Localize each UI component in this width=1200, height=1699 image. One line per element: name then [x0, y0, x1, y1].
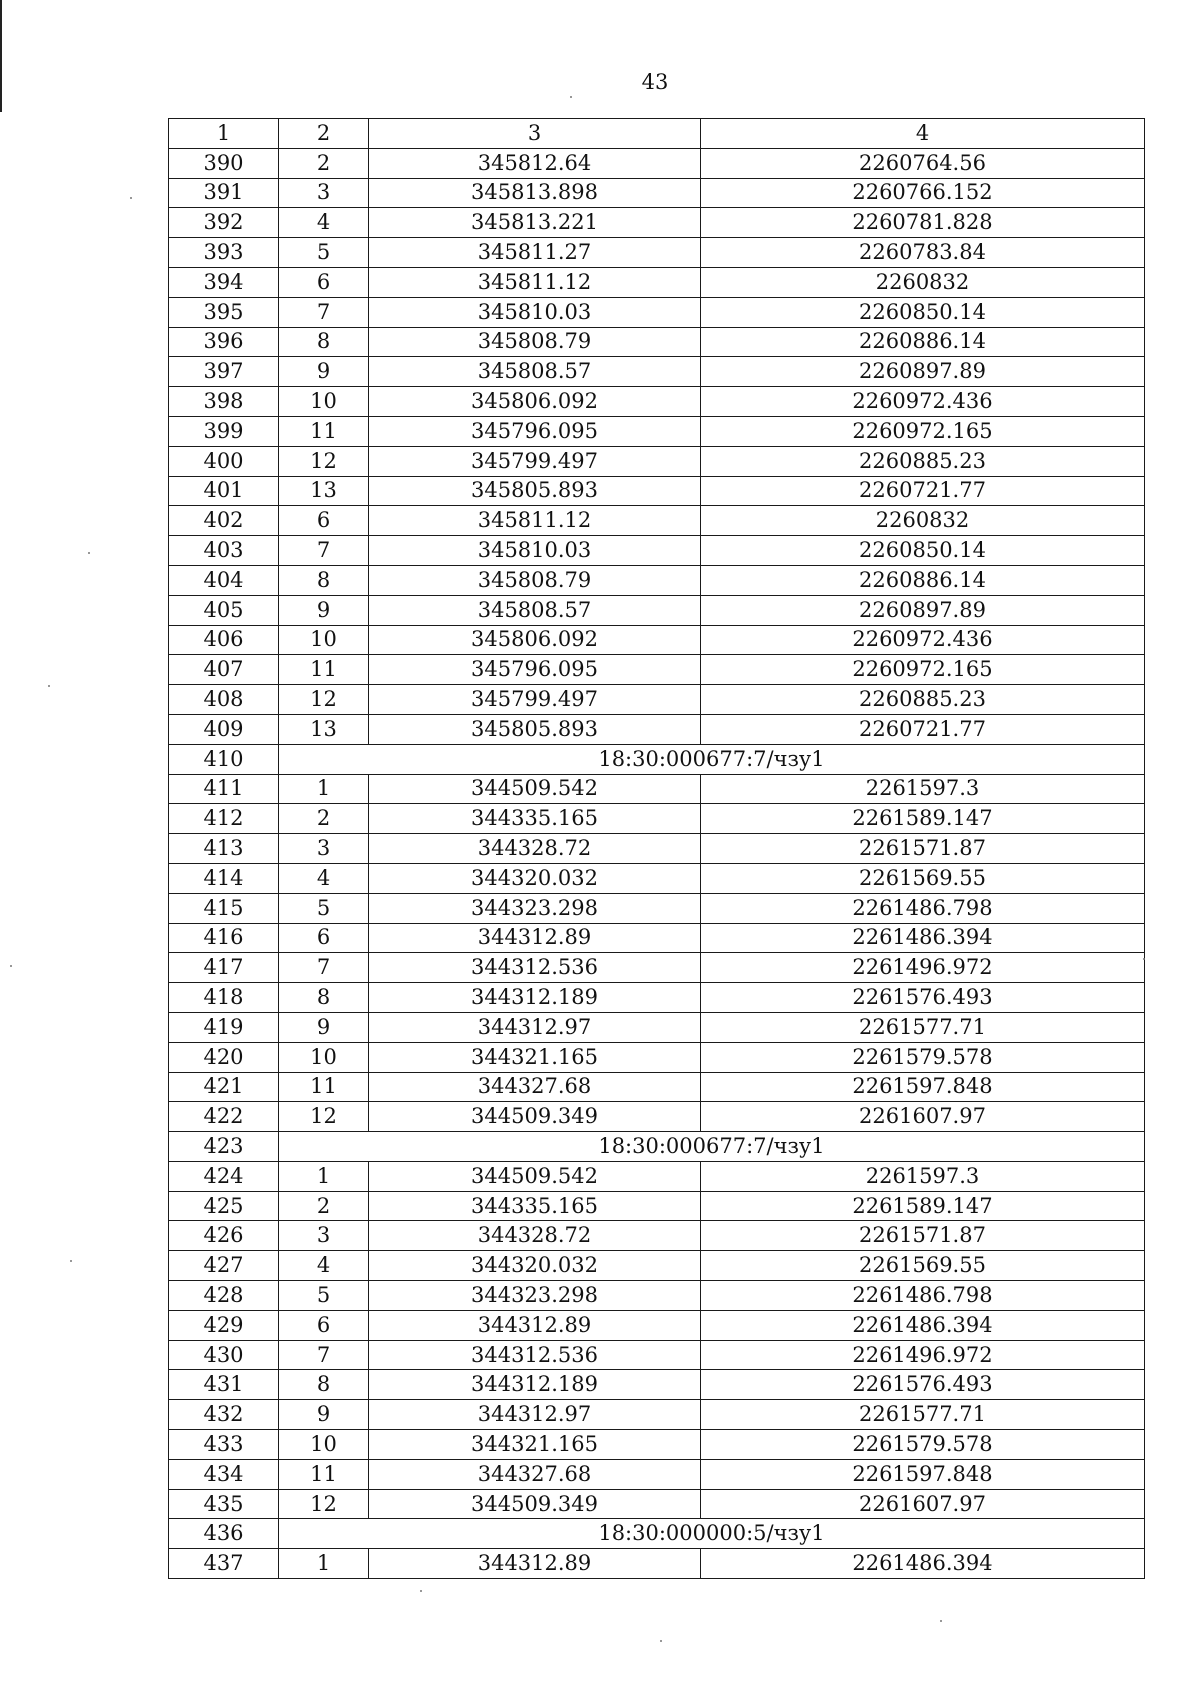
point-number-cell: 3 [279, 834, 369, 864]
row-number-cell: 429 [169, 1310, 279, 1340]
y-coordinate-cell: 2261486.394 [701, 923, 1145, 953]
coordinates-table-body [169, 119, 1145, 1579]
y-coordinate-cell: 2260972.165 [701, 655, 1145, 685]
x-coordinate-cell: 345811.27 [369, 238, 701, 268]
y-coordinate-cell: 2260783.84 [701, 238, 1145, 268]
y-coordinate-cell: 2261569.55 [701, 863, 1145, 893]
point-number-cell: 6 [279, 1310, 369, 1340]
row-number-cell: 413 [169, 834, 279, 864]
y-coordinate-cell: 2260721.77 [701, 714, 1145, 744]
y-coordinate-cell: 2261486.394 [701, 1549, 1145, 1579]
row-number-cell: 407 [169, 655, 279, 685]
row-number-cell: 426 [169, 1221, 279, 1251]
point-number-cell: 9 [279, 357, 369, 387]
y-coordinate-cell: 2260972.436 [701, 625, 1145, 655]
x-coordinate-cell: 345808.57 [369, 595, 701, 625]
point-number-cell: 9 [279, 1012, 369, 1042]
y-coordinate-cell: 2260766.152 [701, 178, 1145, 208]
row-number-cell: 431 [169, 1370, 279, 1400]
x-coordinate-cell: 344312.189 [369, 983, 701, 1013]
scan-speck [48, 685, 50, 687]
x-coordinate-cell: 344312.536 [369, 1340, 701, 1370]
y-coordinate-cell: 2261577.71 [701, 1012, 1145, 1042]
x-coordinate-cell: 345810.03 [369, 536, 701, 566]
row-number-cell: 428 [169, 1281, 279, 1311]
row-number-cell: 405 [169, 595, 279, 625]
point-number-cell: 10 [279, 387, 369, 417]
point-number-cell: 1 [279, 774, 369, 804]
table-row [169, 625, 1145, 655]
point-number-cell: 6 [279, 506, 369, 536]
point-number-cell: 4 [279, 1251, 369, 1281]
point-number-cell: 11 [279, 1072, 369, 1102]
table-row [169, 1281, 1145, 1311]
y-coordinate-cell: 2260764.56 [701, 148, 1145, 178]
row-number-cell: 393 [169, 238, 279, 268]
point-number-cell: 4 [279, 208, 369, 238]
x-coordinate-cell: 344328.72 [369, 834, 701, 864]
row-number-cell: 402 [169, 506, 279, 536]
y-coordinate-cell: 2260972.436 [701, 387, 1145, 417]
row-number-cell: 423 [169, 1132, 279, 1162]
x-coordinate-cell: 344312.189 [369, 1370, 701, 1400]
y-coordinate-cell: 2261579.578 [701, 1042, 1145, 1072]
coordinates-table [168, 118, 1145, 1579]
row-number-cell: 399 [169, 416, 279, 446]
y-coordinate-cell: 2261569.55 [701, 1251, 1145, 1281]
y-coordinate-cell: 2261589.147 [701, 1191, 1145, 1221]
row-number-cell: 397 [169, 357, 279, 387]
point-number-cell: 2 [279, 148, 369, 178]
y-coordinate-cell: 2260885.23 [701, 685, 1145, 715]
y-coordinate-cell: 2260885.23 [701, 446, 1145, 476]
y-coordinate-cell: 2261597.848 [701, 1072, 1145, 1102]
x-coordinate-cell: 344321.165 [369, 1430, 701, 1460]
x-coordinate-cell: 344335.165 [369, 804, 701, 834]
section-title-cell: 18:30:000677:7/чзу1 [279, 1132, 1145, 1162]
x-coordinate-cell: 344509.349 [369, 1102, 701, 1132]
table-row [169, 983, 1145, 1013]
x-coordinate-cell: 344312.89 [369, 923, 701, 953]
point-number-cell: 12 [279, 685, 369, 715]
x-coordinate-cell: 345810.03 [369, 297, 701, 327]
table-row [169, 357, 1145, 387]
table-row [169, 416, 1145, 446]
y-coordinate-cell: 2261496.972 [701, 953, 1145, 983]
point-number-cell: 2 [279, 1191, 369, 1221]
x-coordinate-cell: 345811.12 [369, 267, 701, 297]
point-number-cell: 7 [279, 536, 369, 566]
y-coordinate-cell: 2260832 [701, 267, 1145, 297]
row-number-cell: 421 [169, 1072, 279, 1102]
scan-left-edge [0, 0, 2, 112]
point-number-cell: 12 [279, 1102, 369, 1132]
table-row [169, 714, 1145, 744]
section-row [169, 1519, 1145, 1549]
table-row [169, 1549, 1145, 1579]
scan-speck [660, 1640, 662, 1642]
table-row [169, 1340, 1145, 1370]
x-coordinate-cell: 345796.095 [369, 416, 701, 446]
row-number-cell: 427 [169, 1251, 279, 1281]
y-coordinate-cell: 2261486.798 [701, 1281, 1145, 1311]
section-row [169, 1132, 1145, 1162]
table-row [169, 387, 1145, 417]
table-row [169, 267, 1145, 297]
row-number-cell: 395 [169, 297, 279, 327]
row-number-cell: 406 [169, 625, 279, 655]
header-col-3: 3 [369, 119, 701, 149]
table-row [169, 1191, 1145, 1221]
table-row [169, 863, 1145, 893]
row-number-cell: 430 [169, 1340, 279, 1370]
x-coordinate-cell: 344509.542 [369, 774, 701, 804]
y-coordinate-cell: 2261571.87 [701, 834, 1145, 864]
table-header-row [169, 119, 1145, 149]
table-row [169, 148, 1145, 178]
table-row [169, 1012, 1145, 1042]
x-coordinate-cell: 345806.092 [369, 625, 701, 655]
y-coordinate-cell: 2261576.493 [701, 983, 1145, 1013]
x-coordinate-cell: 344312.536 [369, 953, 701, 983]
point-number-cell: 5 [279, 238, 369, 268]
x-coordinate-cell: 344509.542 [369, 1161, 701, 1191]
point-number-cell: 7 [279, 297, 369, 327]
point-number-cell: 3 [279, 178, 369, 208]
y-coordinate-cell: 2260886.14 [701, 327, 1145, 357]
x-coordinate-cell: 344328.72 [369, 1221, 701, 1251]
x-coordinate-cell: 344327.68 [369, 1072, 701, 1102]
y-coordinate-cell: 2260721.77 [701, 476, 1145, 506]
row-number-cell: 409 [169, 714, 279, 744]
row-number-cell: 396 [169, 327, 279, 357]
table-row [169, 208, 1145, 238]
y-coordinate-cell: 2260832 [701, 506, 1145, 536]
table-row [169, 1310, 1145, 1340]
table-row [169, 297, 1145, 327]
row-number-cell: 394 [169, 267, 279, 297]
scan-speck [10, 965, 12, 967]
x-coordinate-cell: 345806.092 [369, 387, 701, 417]
x-coordinate-cell: 344312.97 [369, 1400, 701, 1430]
page-number: 43 [641, 70, 669, 94]
point-number-cell: 9 [279, 1400, 369, 1430]
point-number-cell: 11 [279, 416, 369, 446]
row-number-cell: 408 [169, 685, 279, 715]
y-coordinate-cell: 2261607.97 [701, 1489, 1145, 1519]
point-number-cell: 6 [279, 923, 369, 953]
table-row [169, 1042, 1145, 1072]
y-coordinate-cell: 2260781.828 [701, 208, 1145, 238]
x-coordinate-cell: 345813.221 [369, 208, 701, 238]
point-number-cell: 13 [279, 476, 369, 506]
y-coordinate-cell: 2261597.3 [701, 774, 1145, 804]
x-coordinate-cell: 345808.79 [369, 327, 701, 357]
table-row [169, 685, 1145, 715]
x-coordinate-cell: 345796.095 [369, 655, 701, 685]
y-coordinate-cell: 2261579.578 [701, 1430, 1145, 1460]
row-number-cell: 435 [169, 1489, 279, 1519]
x-coordinate-cell: 344335.165 [369, 1191, 701, 1221]
table-row [169, 327, 1145, 357]
table-row [169, 476, 1145, 506]
x-coordinate-cell: 344323.298 [369, 893, 701, 923]
table-row [169, 1459, 1145, 1489]
x-coordinate-cell: 344323.298 [369, 1281, 701, 1311]
table-row [169, 1400, 1145, 1430]
point-number-cell: 7 [279, 1340, 369, 1370]
y-coordinate-cell: 2260886.14 [701, 565, 1145, 595]
row-number-cell: 434 [169, 1459, 279, 1489]
x-coordinate-cell: 345805.893 [369, 714, 701, 744]
y-coordinate-cell: 2261576.493 [701, 1370, 1145, 1400]
x-coordinate-cell: 345813.898 [369, 178, 701, 208]
point-number-cell: 6 [279, 267, 369, 297]
point-number-cell: 1 [279, 1161, 369, 1191]
row-number-cell: 392 [169, 208, 279, 238]
y-coordinate-cell: 2261486.394 [701, 1310, 1145, 1340]
y-coordinate-cell: 2261577.71 [701, 1400, 1145, 1430]
scan-speck [940, 1620, 942, 1622]
point-number-cell: 10 [279, 625, 369, 655]
scan-speck [570, 96, 572, 98]
point-number-cell: 9 [279, 595, 369, 625]
x-coordinate-cell: 344509.349 [369, 1489, 701, 1519]
table-row [169, 1161, 1145, 1191]
point-number-cell: 8 [279, 327, 369, 357]
row-number-cell: 424 [169, 1161, 279, 1191]
row-number-cell: 404 [169, 565, 279, 595]
point-number-cell: 1 [279, 1549, 369, 1579]
point-number-cell: 8 [279, 565, 369, 595]
row-number-cell: 391 [169, 178, 279, 208]
point-number-cell: 11 [279, 655, 369, 685]
table-row [169, 446, 1145, 476]
scan-speck [420, 1590, 422, 1592]
point-number-cell: 8 [279, 1370, 369, 1400]
table-row [169, 774, 1145, 804]
scan-speck [70, 1260, 72, 1262]
table-row [169, 1221, 1145, 1251]
point-number-cell: 12 [279, 446, 369, 476]
point-number-cell: 10 [279, 1430, 369, 1460]
header-col-4: 4 [701, 119, 1145, 149]
row-number-cell: 416 [169, 923, 279, 953]
table-row [169, 953, 1145, 983]
x-coordinate-cell: 344312.89 [369, 1310, 701, 1340]
table-row [169, 1430, 1145, 1460]
y-coordinate-cell: 2261607.97 [701, 1102, 1145, 1132]
y-coordinate-cell: 2261571.87 [701, 1221, 1145, 1251]
y-coordinate-cell: 2261597.848 [701, 1459, 1145, 1489]
x-coordinate-cell: 345805.893 [369, 476, 701, 506]
y-coordinate-cell: 2260972.165 [701, 416, 1145, 446]
y-coordinate-cell: 2260897.89 [701, 595, 1145, 625]
x-coordinate-cell: 345811.12 [369, 506, 701, 536]
row-number-cell: 433 [169, 1430, 279, 1460]
row-number-cell: 437 [169, 1549, 279, 1579]
point-number-cell: 4 [279, 863, 369, 893]
x-coordinate-cell: 344320.032 [369, 1251, 701, 1281]
table-row [169, 238, 1145, 268]
row-number-cell: 418 [169, 983, 279, 1013]
table-row [169, 1251, 1145, 1281]
header-col-2: 2 [279, 119, 369, 149]
y-coordinate-cell: 2261486.798 [701, 893, 1145, 923]
table-row [169, 1489, 1145, 1519]
table-row [169, 834, 1145, 864]
row-number-cell: 412 [169, 804, 279, 834]
x-coordinate-cell: 345799.497 [369, 685, 701, 715]
row-number-cell: 398 [169, 387, 279, 417]
point-number-cell: 12 [279, 1489, 369, 1519]
y-coordinate-cell: 2260897.89 [701, 357, 1145, 387]
table-row [169, 595, 1145, 625]
x-coordinate-cell: 344312.97 [369, 1012, 701, 1042]
row-number-cell: 411 [169, 774, 279, 804]
point-number-cell: 8 [279, 983, 369, 1013]
row-number-cell: 400 [169, 446, 279, 476]
row-number-cell: 422 [169, 1102, 279, 1132]
y-coordinate-cell: 2261589.147 [701, 804, 1145, 834]
row-number-cell: 432 [169, 1400, 279, 1430]
scan-speck [1143, 958, 1145, 960]
point-number-cell: 10 [279, 1042, 369, 1072]
x-coordinate-cell: 345808.57 [369, 357, 701, 387]
x-coordinate-cell: 344312.89 [369, 1549, 701, 1579]
header-col-1: 1 [169, 119, 279, 149]
x-coordinate-cell: 345799.497 [369, 446, 701, 476]
row-number-cell: 420 [169, 1042, 279, 1072]
table-row [169, 1370, 1145, 1400]
point-number-cell: 13 [279, 714, 369, 744]
scan-speck [130, 197, 132, 199]
point-number-cell: 5 [279, 1281, 369, 1311]
row-number-cell: 436 [169, 1519, 279, 1549]
x-coordinate-cell: 344327.68 [369, 1459, 701, 1489]
section-title-cell: 18:30:000677:7/чзу1 [279, 744, 1145, 774]
row-number-cell: 410 [169, 744, 279, 774]
scan-speck [88, 552, 90, 554]
point-number-cell: 5 [279, 893, 369, 923]
row-number-cell: 401 [169, 476, 279, 506]
table-row [169, 506, 1145, 536]
row-number-cell: 417 [169, 953, 279, 983]
table-row [169, 1072, 1145, 1102]
table-row [169, 536, 1145, 566]
section-title-cell: 18:30:000000:5/чзу1 [279, 1519, 1145, 1549]
section-row [169, 744, 1145, 774]
x-coordinate-cell: 344321.165 [369, 1042, 701, 1072]
table-row [169, 655, 1145, 685]
y-coordinate-cell: 2261597.3 [701, 1161, 1145, 1191]
y-coordinate-cell: 2260850.14 [701, 536, 1145, 566]
y-coordinate-cell: 2261496.972 [701, 1340, 1145, 1370]
table-row [169, 893, 1145, 923]
point-number-cell: 7 [279, 953, 369, 983]
table-row [169, 923, 1145, 953]
x-coordinate-cell: 345812.64 [369, 148, 701, 178]
table-row [169, 804, 1145, 834]
row-number-cell: 414 [169, 863, 279, 893]
y-coordinate-cell: 2260850.14 [701, 297, 1145, 327]
point-number-cell: 3 [279, 1221, 369, 1251]
row-number-cell: 425 [169, 1191, 279, 1221]
x-coordinate-cell: 345808.79 [369, 565, 701, 595]
point-number-cell: 2 [279, 804, 369, 834]
table-row [169, 565, 1145, 595]
table-row [169, 1102, 1145, 1132]
table-row [169, 178, 1145, 208]
point-number-cell: 11 [279, 1459, 369, 1489]
row-number-cell: 390 [169, 148, 279, 178]
row-number-cell: 419 [169, 1012, 279, 1042]
row-number-cell: 403 [169, 536, 279, 566]
row-number-cell: 415 [169, 893, 279, 923]
x-coordinate-cell: 344320.032 [369, 863, 701, 893]
